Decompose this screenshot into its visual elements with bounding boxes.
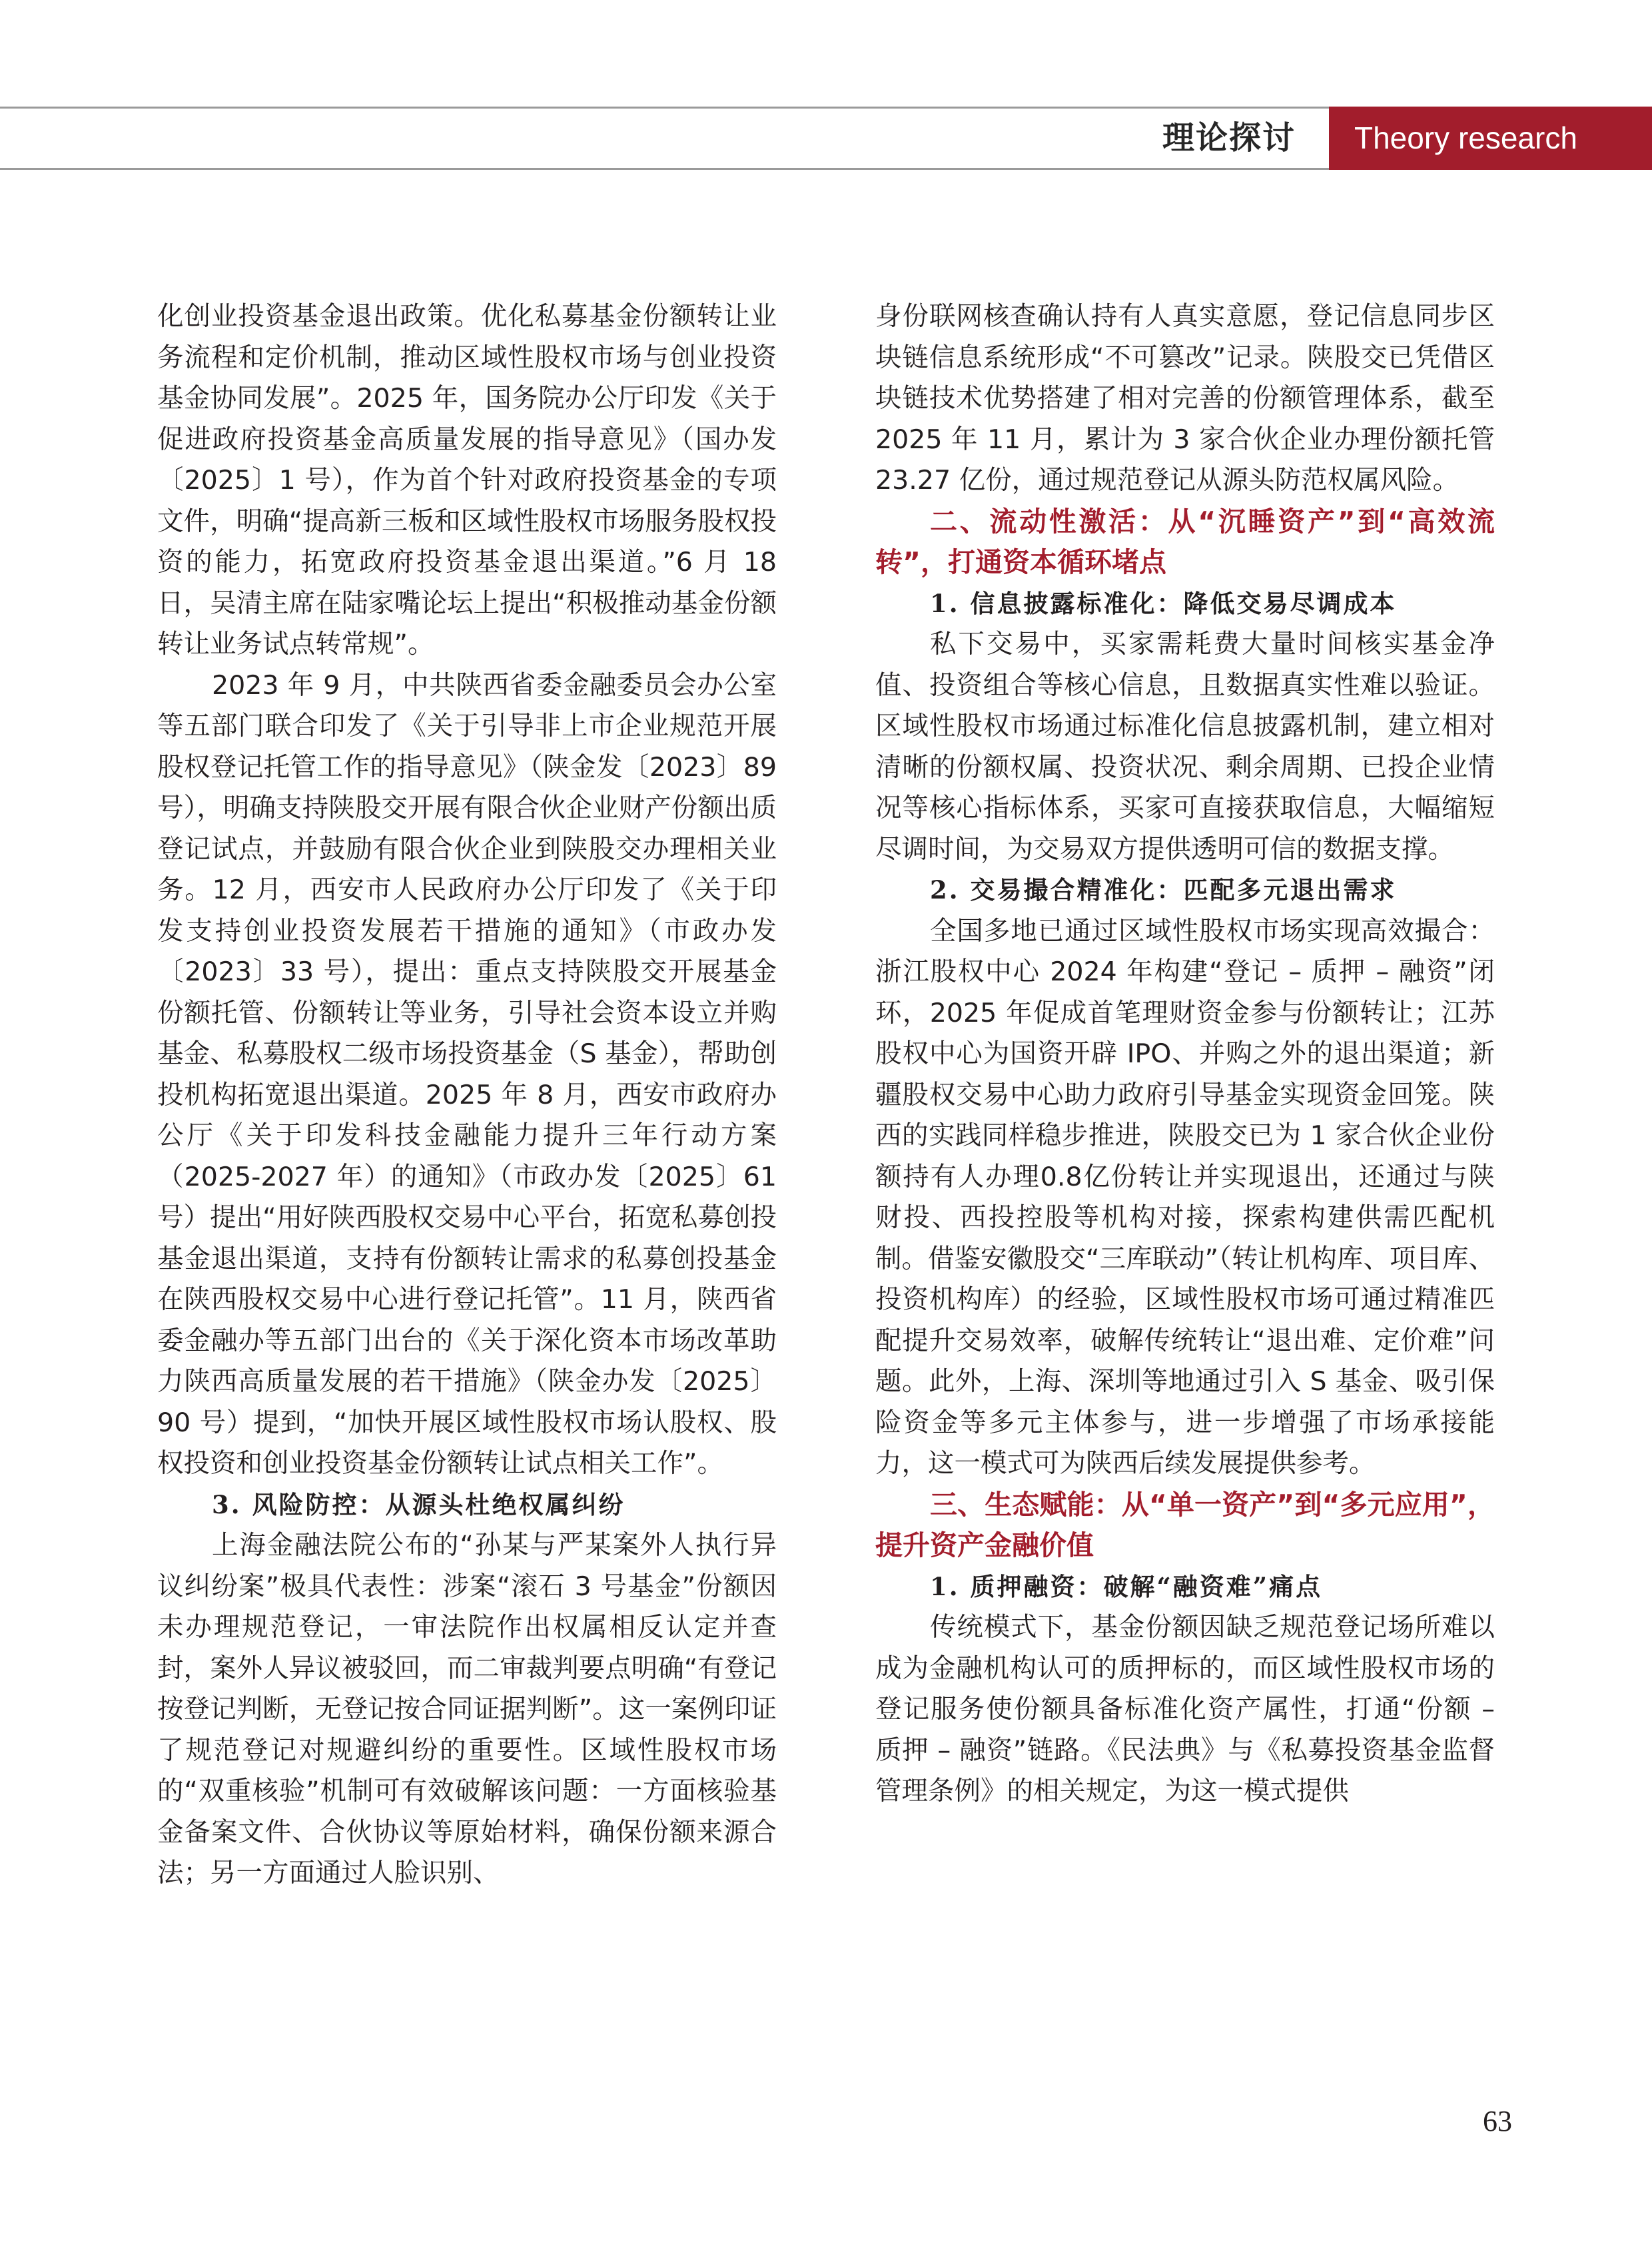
body-paragraph: 传统模式下，基金份额因缺乏规范登记场所难以成为金融机构认可的质押标的，而区域性股权市场的登记服务使份额具备标准化资产属性，打通“份额 – 质押 – 融资”链路。《民法典》与《私募投资基金监督管理条例》的相关规定，为这一模式提供: [875, 1612, 1495, 1806]
right-column: [875, 296, 1495, 1812]
section-heading: 三、生态赋能：从“单一资产”到“多元应用”，提升资产金融价值: [875, 1488, 1495, 1561]
subheading: 1. 信息披露标准化：降低交易尽调成本: [930, 588, 1397, 618]
body-paragraph: 全国多地已通过区域性股权市场实现高效撮合：浙江股权中心 2024 年构建“登记 – 质押 – 融资”闭环，2025 年促成首笔理财资金参与份额转让；江苏股权中心为国资开辟 IPO、并购之外的退出渠道；新疆股权交易中心助力政府引导基金实现资金回笼。陕西的实践同样稳步推进，陕股交已为 1 家合伙企业份额持有人办理0.8亿份转让并实现退出，还通过与陕财投、西投控股等机构对接，探索构建供需匹配机制。借鉴安徽股交“三库联动”（转让机构库、项目库、投资机构库）的经验，区域性股权市场可通过精准匹配提升交易效率，破解传统转让“退出难、定价难”问题。此外，上海、深圳等地通过引入 S 基金、吸引保险资金等多元主体参与，进一步增强了市场承接能力，这一模式可为陕西后续发展提供参考。: [875, 915, 1495, 1479]
section-title-en-badge: Theory research: [1329, 107, 1652, 170]
left-column: [157, 296, 777, 1894]
body-paragraph: 化创业投资基金退出政策。优化私募基金份额转让业务流程和定价机制，推动区域性股权市场与创业投资基金协同发展”。2025 年，国务院办公厅印发《关于促进政府投资基金高质量发展的指导意见》（国办发〔2025〕1 号），作为首个针对政府投资基金的专项文件，明确“提高新三板和区域性股权市场服务股权投资的能力，拓宽政府投资基金退出渠道。”6 月 18 日，吴清主席在陆家嘴论坛上提出“积极推动基金份额转让业务试点转常规”。: [157, 301, 777, 659]
body-paragraph: 2023 年 9 月，中共陕西省委金融委员会办公室等五部门联合印发了《关于引导非上市企业规范开展股权登记托管工作的指导意见》（陕金发〔2023〕89 号），明确支持陕股交开展有限合伙企业财产份额出质登记试点，并鼓励有限合伙企业到陕股交办理相关业务。12 月，西安市人民政府办公厅印发了《关于印发支持创业投资发展若干措施的通知》（市政办发〔2023〕33 号），提出：重点支持陕股交开展基金份额托管、份额转让等业务，引导社会资本设立并购基金、私募股权二级市场投资基金（S 基金），帮助创投机构拓宽退出渠道。2025 年 8 月，西安市政府办公厅《关于印发科技金融能力提升三年行动方案（2025-2027 年）的通知》（市政办发〔2025〕61 号）提出“用好陕西股权交易中心平台，拓宽私募创投基金退出渠道，支持有份额转让需求的私募创投基金在陕西股权交易中心进行登记托管”。11 月，陕西省委金融办等五部门出台的《关于深化资本市场改革助力陕西高质量发展的若干措施》（陕金办发〔2025〕90 号）提到，“加快开展区域性股权市场认股权、股权投资和创业投资基金份额转让试点相关工作”。: [157, 669, 777, 1479]
section-heading: 二、流动性激活：从“沉睡资产”到“高效流转”，打通资本循环堵点: [875, 505, 1495, 578]
subheading: 2. 交易撮合精准化：匹配多元退出需求: [930, 875, 1397, 905]
body-paragraph: 身份联网核查确认持有人真实意愿，登记信息同步区块链信息系统形成“不可篡改”记录。陕股交已凭借区块链技术优势搭建了相对完善的份额管理体系，截至 2025 年 11 月，累计为 3 家合伙企业办理份额托管 23.27 亿份，通过规范登记从源头防范权属风险。: [875, 301, 1495, 496]
section-title-cn: 理论探讨: [1162, 119, 1296, 157]
page-number: 63: [1483, 2105, 1512, 2137]
subheading: 3. 风险防控：从源头杜绝权属纠纷: [212, 1489, 625, 1519]
body-paragraph: 上海金融法院公布的“孙某与严某案外人执行异议纠纷案”极具代表性：涉案“滚石 3 号基金”份额因未办理规范登记，一审法院作出权属相反认定并查封，案外人异议被驳回，而二审裁判要点明确“有登记按登记判断，无登记按合同证据判断”。这一案例印证了规范登记对规避纠纷的重要性。区域性股权市场的“双重核验”机制可有效破解该问题：一方面核验基金备案文件、合伙协议等原始材料，确保份额来源合法；另一方面通过人脸识别、: [157, 1530, 777, 1888]
subheading: 1. 质押融资：破解“融资难”痛点: [930, 1571, 1323, 1601]
body-paragraph: 私下交易中，买家需耗费大量时间核实基金净值、投资组合等核心信息，且数据真实性难以验证。区域性股权市场通过标准化信息披露机制，建立相对清晰的份额权属、投资状况、剩余周期、已投企业情况等核心指标体系，买家可直接获取信息，大幅缩短尽调时间，为交易双方提供透明可信的数据支撑。: [875, 629, 1495, 865]
